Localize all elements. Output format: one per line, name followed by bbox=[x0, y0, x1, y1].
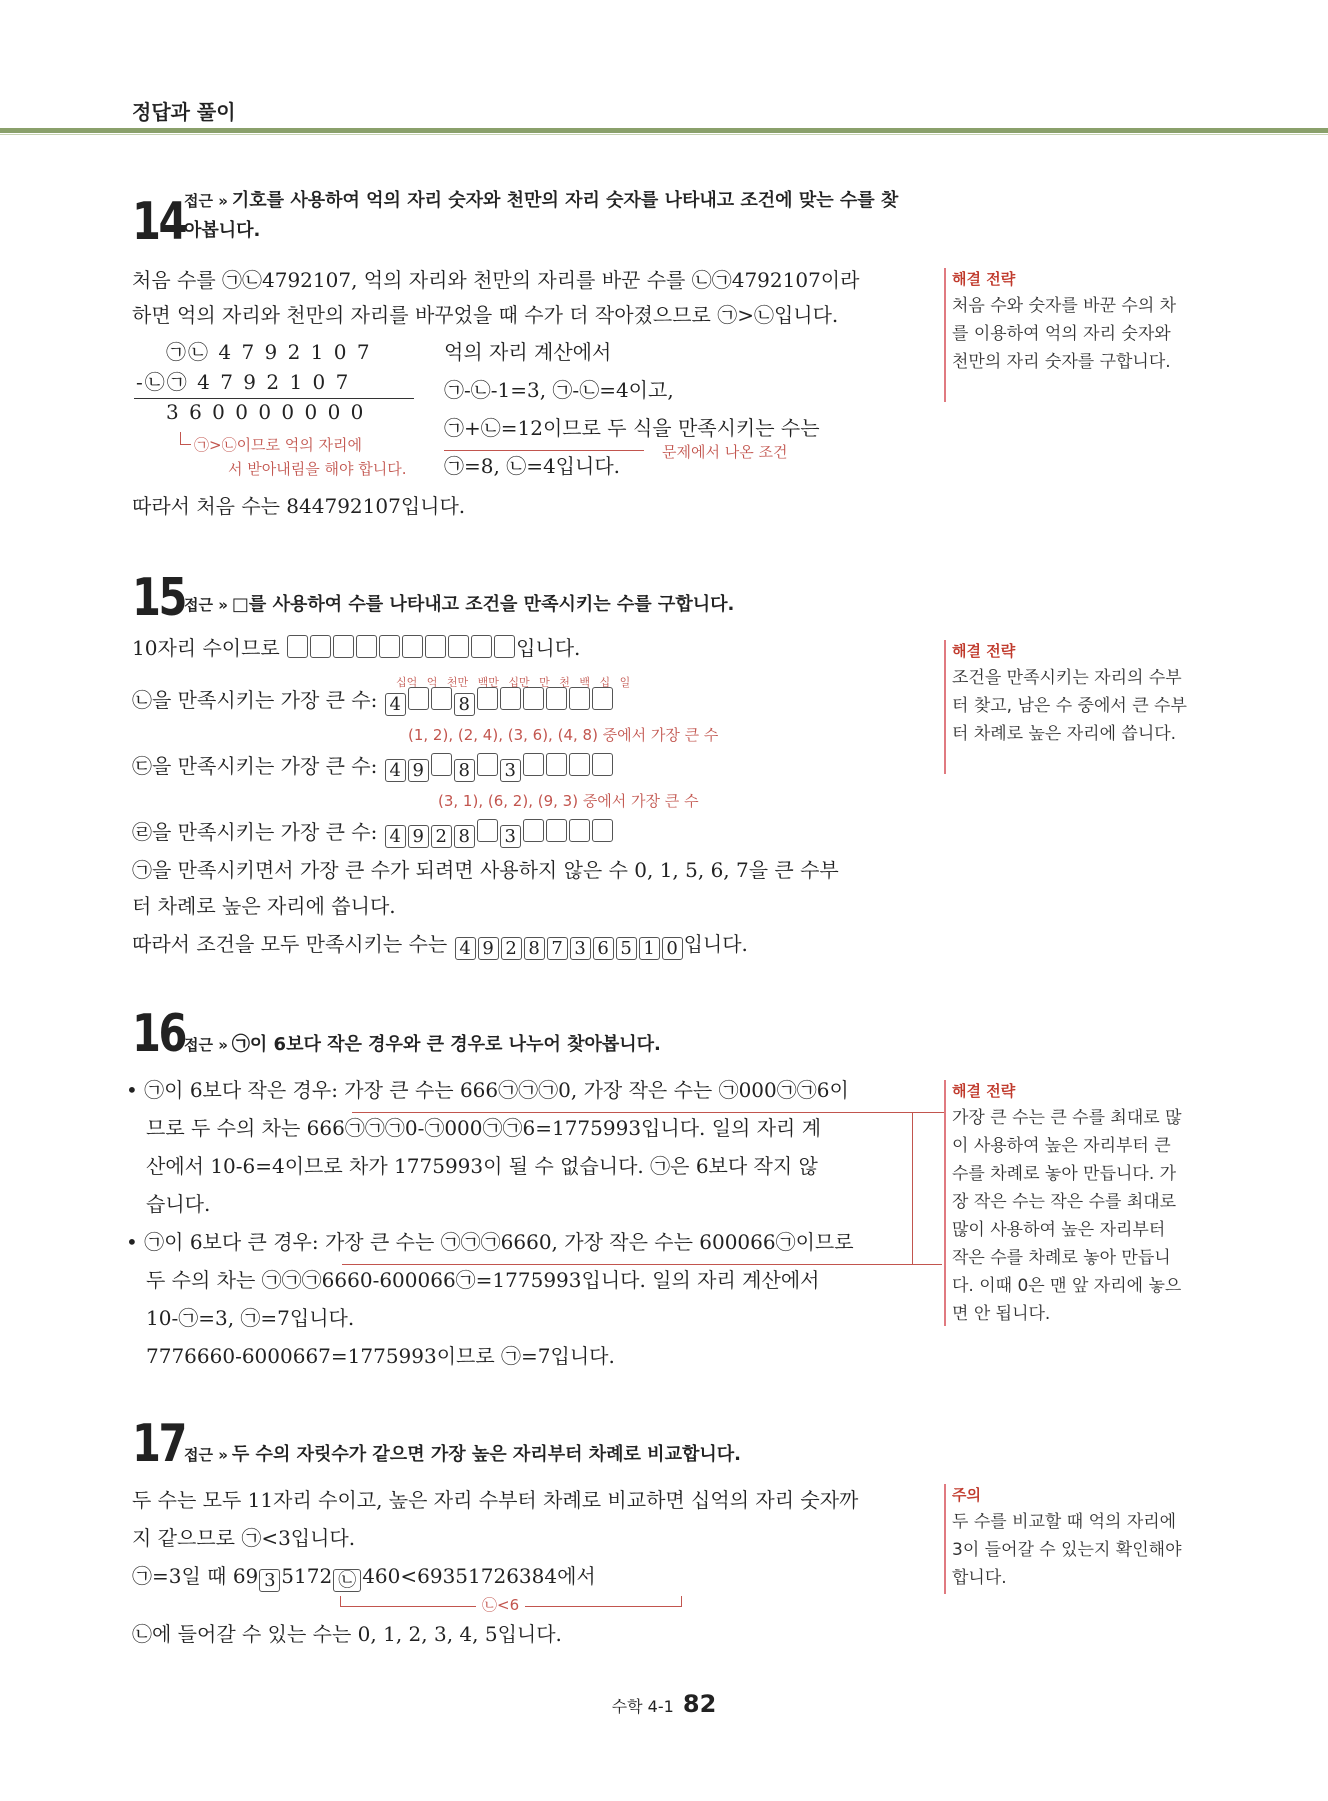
right-line-3: ㉠+㉡=12이므로 두 식을 만족시키는 수는 bbox=[444, 416, 820, 440]
digit-box: 8 bbox=[454, 825, 475, 848]
digit-box bbox=[546, 819, 567, 842]
digit-box: 8 bbox=[454, 693, 475, 716]
line-3 bbox=[132, 1562, 596, 1592]
digit-box bbox=[477, 687, 498, 710]
digit-box bbox=[523, 687, 544, 710]
condition-underline bbox=[444, 450, 644, 451]
line-1: • ㉠이 6보다 작은 경우: 가장 큰 수는 666㉠㉠㉠0, 가장 작은 수는 ㉠000㉠㉠6이 bbox=[126, 1078, 849, 1102]
side-body: 조건을 만족시키는 자리의 수부터 찾고, 남은 수 중에서 큰 수부터 차례로 높은 자리에 씁니다. bbox=[952, 668, 1187, 744]
line-6: 두 수의 차는 ㉠㉠㉠6660-600066㉠=1775993입니다. 일의 자리 계산에서 bbox=[146, 1268, 820, 1292]
approach-tag: 접근 » bbox=[184, 596, 228, 614]
line-2: 므로 두 수의 차는 666㉠㉠㉠0-㉠000㉠㉠6=1775993입니다. 일의 자리 계 bbox=[146, 1116, 822, 1140]
calc-row-1: ㉠㉡ 4 7 9 2 1 0 7 bbox=[166, 340, 372, 364]
digit-box: 7 bbox=[547, 937, 568, 960]
page-footer bbox=[0, 1690, 1328, 1718]
digit-box: 3 bbox=[500, 825, 521, 848]
note-condition: 문제에서 나온 조건 bbox=[662, 443, 788, 461]
side-title: 해결 전략 bbox=[952, 270, 1016, 288]
digit-box: 4 bbox=[385, 825, 406, 848]
line-7: 10-㉠=3, ㉠=7입니다. bbox=[146, 1306, 355, 1330]
line-3a: ㉠=3일 때 69 bbox=[132, 1564, 259, 1588]
approach-text bbox=[184, 1440, 904, 1470]
digit-box: 3 bbox=[259, 1569, 280, 1592]
digit-box-unknown: ㉡ bbox=[333, 1569, 361, 1592]
approach-text bbox=[184, 186, 904, 245]
line-4-text: ㉣을 만족시키는 가장 큰 수: bbox=[132, 820, 378, 844]
strategy-connector-1 bbox=[352, 1112, 944, 1113]
line-2-text: ㉡을 만족시키는 가장 큰 수: bbox=[132, 688, 378, 712]
side-title: 주의 bbox=[952, 1486, 981, 1504]
line-1: 두 수는 모두 11자리 수이고, 높은 자리 수부터 차례로 비교하면 십억의 자리 숫자까 bbox=[132, 1488, 859, 1512]
line-2 bbox=[132, 686, 614, 716]
note-compare: ㉡<6 bbox=[476, 1594, 525, 1615]
side-strategy-15 bbox=[944, 640, 1187, 774]
note-connector bbox=[180, 432, 191, 445]
line-4: 습니다. bbox=[146, 1192, 211, 1216]
digit-box: 8 bbox=[524, 937, 545, 960]
digit-box bbox=[408, 687, 429, 710]
digit-box: 1 bbox=[639, 937, 660, 960]
digit-box: 3 bbox=[570, 937, 591, 960]
calc-row-3: 3 6 0 0 0 0 0 0 0 bbox=[166, 400, 366, 424]
line-7a: 따라서 조건을 모두 만족시키는 수는 bbox=[132, 932, 448, 956]
digit-box bbox=[523, 753, 544, 776]
right-line-4: ㉠=8, ㉡=4입니다. bbox=[444, 454, 620, 478]
line-1 bbox=[132, 634, 580, 662]
strategy-connector-v bbox=[912, 1112, 913, 1264]
side-strategy-14 bbox=[944, 268, 1187, 402]
digit-box bbox=[477, 753, 498, 776]
approach-tag: 접근 » bbox=[184, 1446, 228, 1464]
side-body: 두 수를 비교할 때 억의 자리에 3이 들어갈 수 있는지 확인해야 합니다. bbox=[952, 1512, 1182, 1588]
side-strategy-16 bbox=[944, 1080, 1187, 1326]
line-3: 산에서 10-6=4이므로 차가 1775993이 될 수 없습니다. ㉠은 6보다 작지 않 bbox=[146, 1154, 818, 1178]
strategy-connector-2 bbox=[342, 1264, 942, 1265]
book-title: 수학 4-1 bbox=[611, 1697, 674, 1716]
approach-body: □를 사용하여 수를 나타내고 조건을 만족시키는 수를 구합니다. bbox=[231, 594, 735, 615]
line-5: ㉠을 만족시키면서 가장 큰 수가 되려면 사용하지 않은 수 0, 1, 5, 6, 7을 큰 수부 bbox=[132, 858, 839, 882]
note-pairs-2: (3, 1), (6, 2), (9, 3) 중에서 가장 큰 수 bbox=[438, 792, 699, 810]
digit-box: 3 bbox=[500, 759, 521, 782]
digit-box bbox=[431, 753, 452, 776]
line-3-text: ㉢을 만족시키는 가장 큰 수: bbox=[132, 754, 378, 778]
line-4 bbox=[132, 818, 614, 848]
problem-number: 15 bbox=[132, 568, 186, 628]
line-1a: 10자리 수이므로 bbox=[132, 636, 280, 660]
note-borrow-2: 서 받아내림을 해야 합니다. bbox=[228, 460, 407, 478]
blank-digit-boxes bbox=[286, 636, 516, 660]
approach-body: ㉠이 6보다 작은 경우와 큰 경우로 나누어 찾아봅니다. bbox=[231, 1034, 661, 1055]
answer-digits bbox=[454, 932, 684, 959]
right-line-2: ㉠-㉡-1=3, ㉠-㉡=4이고, bbox=[444, 378, 674, 402]
digit-box bbox=[402, 635, 423, 658]
side-title: 해결 전략 bbox=[952, 642, 1016, 660]
problem-number: 16 bbox=[132, 1004, 186, 1064]
digit-box: 2 bbox=[431, 825, 452, 848]
digit-box bbox=[333, 635, 354, 658]
digit-box bbox=[523, 819, 544, 842]
digit-box bbox=[379, 635, 400, 658]
digit-box: 6 bbox=[593, 937, 614, 960]
line-7 bbox=[132, 930, 748, 960]
digit-box bbox=[592, 687, 613, 710]
line-3c: 460<69351726384에서 bbox=[362, 1564, 596, 1588]
header-rule bbox=[0, 128, 1328, 133]
digit-box: 5 bbox=[616, 937, 637, 960]
problem-number: 14 bbox=[132, 192, 186, 252]
digit-box bbox=[477, 819, 498, 842]
digit-row-b bbox=[384, 688, 614, 715]
calc-row-2: -㉡㉠ 4 7 9 2 1 0 7 bbox=[136, 370, 351, 394]
note-borrow-1: ㉠>㉡이므로 억의 자리에 bbox=[194, 436, 363, 454]
digit-row-d bbox=[384, 820, 614, 847]
digit-box bbox=[471, 635, 492, 658]
digit-box bbox=[310, 635, 331, 658]
digit-box: 4 bbox=[385, 693, 406, 716]
digit-box bbox=[425, 635, 446, 658]
approach-text bbox=[184, 1030, 904, 1060]
line-2: 지 같으므로 ㉠<3입니다. bbox=[132, 1526, 356, 1550]
line-3b: 5172 bbox=[281, 1564, 333, 1588]
line-4: ㉡에 들어갈 수 있는 수는 0, 1, 2, 3, 4, 5입니다. bbox=[132, 1622, 562, 1646]
header-rule-thin bbox=[0, 134, 1328, 135]
digit-box bbox=[448, 635, 469, 658]
digit-box: 9 bbox=[408, 759, 429, 782]
right-line-1: 억의 자리 계산에서 bbox=[444, 340, 612, 364]
approach-tag: 접근 » bbox=[184, 192, 228, 210]
digit-box: 9 bbox=[408, 825, 429, 848]
digit-box: 8 bbox=[454, 759, 475, 782]
digit-box: 4 bbox=[455, 937, 476, 960]
digit-box bbox=[500, 687, 521, 710]
digit-box bbox=[569, 753, 590, 776]
digit-box bbox=[356, 635, 377, 658]
digit-box bbox=[546, 753, 567, 776]
digit-box bbox=[431, 687, 452, 710]
digit-box bbox=[569, 687, 590, 710]
place-labels: 십억 억 천만 백만 십만 만 천 백 십 일 bbox=[396, 676, 631, 689]
side-title: 해결 전략 bbox=[952, 1082, 1016, 1100]
approach-tag: 접근 » bbox=[184, 1036, 228, 1054]
note-pairs-1: (1, 2), (2, 4), (3, 6), (4, 8) 중에서 가장 큰 수 bbox=[408, 726, 719, 744]
line-8: 7776660-6000667=1775993이므로 ㉠=7입니다. bbox=[146, 1344, 615, 1368]
side-caution-17 bbox=[944, 1484, 1187, 1594]
digit-box: 0 bbox=[662, 937, 683, 960]
digit-row-c bbox=[384, 754, 614, 781]
line-1: 처음 수를 ㉠㉡4792107, 억의 자리와 천만의 자리를 바꾼 수를 ㉡㉠4792107이라 bbox=[132, 268, 860, 292]
approach-body: 기호를 사용하여 억의 자리 숫자와 천만의 자리 숫자를 나타내고 조건에 맞는 수를 찾아봅니다. bbox=[184, 190, 899, 241]
side-body: 가장 큰 수는 큰 수를 최대로 많이 사용하여 높은 자리부터 큰 수를 차례로 놓아 만듭니다. 가장 작은 수는 작은 수를 최대로 많이 사용하여 높은 자리부터 작은 수를 차례로 놓아 만듭니다. 이때 0은 맨 앞 자리에 놓으면 안 됩니다. bbox=[952, 1108, 1182, 1324]
line-1b: 입니다. bbox=[516, 636, 581, 660]
digit-box: 2 bbox=[501, 937, 522, 960]
digit-box bbox=[546, 687, 567, 710]
digit-box bbox=[592, 819, 613, 842]
line-3: 따라서 처음 수는 844792107입니다. bbox=[132, 494, 466, 518]
line-5: • ㉠이 6보다 큰 경우: 가장 큰 수는 ㉠㉠㉠6660, 가장 작은 수는 600066㉠이므로 bbox=[126, 1230, 854, 1254]
line-2: 하면 억의 자리와 천만의 자리를 바꾸었을 때 수가 더 작아졌으므로 ㉠>㉡입니다. bbox=[132, 303, 839, 327]
line-3 bbox=[132, 752, 614, 782]
line-7b: 입니다. bbox=[683, 932, 748, 956]
side-body: 처음 수와 숫자를 바꾼 수의 차를 이용하여 억의 자리 숫자와 천만의 자리 숫자를 구합니다. bbox=[952, 296, 1177, 372]
approach-body: 두 수의 자릿수가 같으면 가장 높은 자리부터 차례로 비교합니다. bbox=[231, 1444, 741, 1465]
digit-box bbox=[569, 819, 590, 842]
digit-box bbox=[287, 635, 308, 658]
page-header: 정답과 풀이 bbox=[132, 100, 236, 124]
digit-box: 9 bbox=[478, 937, 499, 960]
digit-box bbox=[494, 635, 515, 658]
digit-box: 4 bbox=[385, 759, 406, 782]
approach-text bbox=[184, 590, 904, 620]
digit-box bbox=[592, 753, 613, 776]
page-number: 82 bbox=[682, 1690, 717, 1718]
problem-number: 17 bbox=[132, 1414, 186, 1474]
line-6: 터 차례로 높은 자리에 씁니다. bbox=[132, 894, 396, 918]
